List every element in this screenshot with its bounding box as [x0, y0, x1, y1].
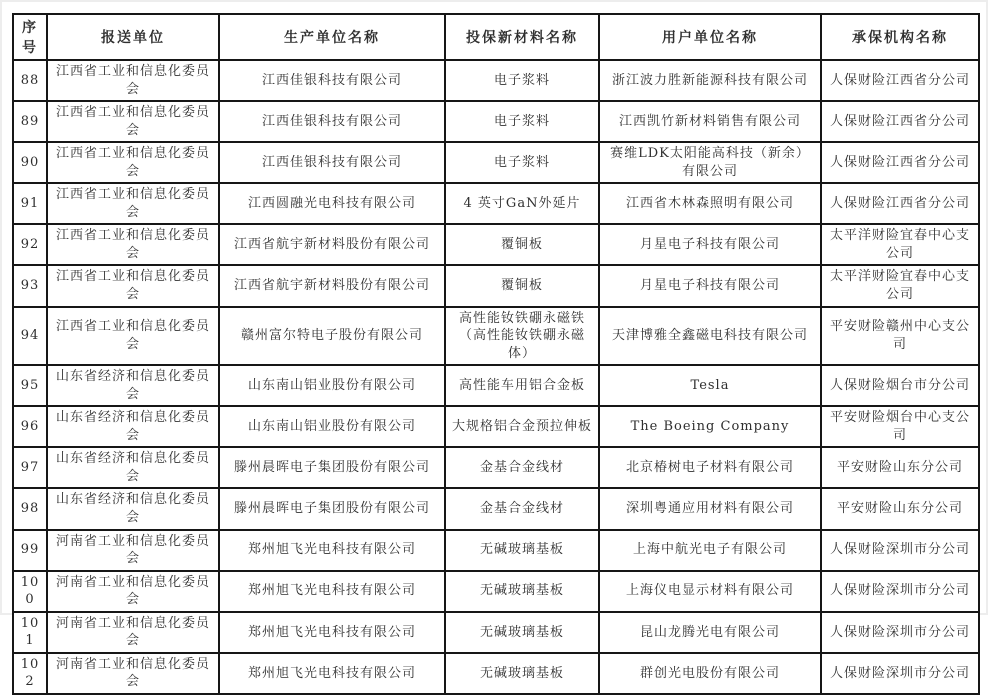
table-cell: 97 — [13, 447, 47, 488]
table-cell: 江西省工业和信息化委员会 — [47, 101, 219, 142]
table-cell: 赣州富尔特电子股份有限公司 — [219, 307, 445, 366]
table-cell: 河南省工业和信息化委员会 — [47, 653, 219, 694]
table-cell: 人保财险江西省分公司 — [821, 60, 979, 101]
table-cell: 上海中航光电子有限公司 — [599, 530, 821, 571]
table-cell: 覆铜板 — [445, 265, 599, 306]
table-cell: 人保财险江西省分公司 — [821, 183, 979, 224]
table-row — [13, 488, 979, 529]
table-cell: 91 — [13, 183, 47, 224]
table-cell: 山东省经济和信息化委员会 — [47, 488, 219, 529]
table-row — [13, 365, 979, 406]
col-header-user-unit-name: 用户单位名称 — [599, 14, 821, 60]
table-cell: 月星电子科技有限公司 — [599, 224, 821, 265]
table-cell: 电子浆料 — [445, 60, 599, 101]
table-cell: 人保财险江西省分公司 — [821, 101, 979, 142]
table-row — [13, 447, 979, 488]
table-cell: 98 — [13, 488, 47, 529]
table-cell: 95 — [13, 365, 47, 406]
table-cell: 江西凯竹新材料销售有限公司 — [599, 101, 821, 142]
table-cell: 92 — [13, 224, 47, 265]
table-cell: 88 — [13, 60, 47, 101]
table-cell: 上海仪电显示材料有限公司 — [599, 571, 821, 612]
table-cell: 人保财险深圳市分公司 — [821, 612, 979, 653]
col-header-production-unit-name: 生产单位名称 — [219, 14, 445, 60]
table-cell: 赛维LDK太阳能高科技（新余）有限公司 — [599, 142, 821, 183]
table-cell: 江西省工业和信息化委员会 — [47, 224, 219, 265]
table-row — [13, 530, 979, 571]
table-row — [13, 571, 979, 612]
table-cell: 无碱玻璃基板 — [445, 612, 599, 653]
table-cell: 浙江波力胜新能源科技有限公司 — [599, 60, 821, 101]
table-cell: 102 — [13, 653, 47, 694]
table-row — [13, 653, 979, 694]
table-cell: 山东省经济和信息化委员会 — [47, 406, 219, 447]
table-cell: 无碱玻璃基板 — [445, 530, 599, 571]
table-cell: 人保财险烟台市分公司 — [821, 365, 979, 406]
table-cell: 无碱玻璃基板 — [445, 653, 599, 694]
table-cell: 月星电子科技有限公司 — [599, 265, 821, 306]
table-cell: 北京椿树电子材料有限公司 — [599, 447, 821, 488]
col-header-insurer-name: 承保机构名称 — [821, 14, 979, 60]
table-cell: 人保财险深圳市分公司 — [821, 530, 979, 571]
table-cell: 江西佳银科技有限公司 — [219, 60, 445, 101]
table-cell: 金基合金线材 — [445, 488, 599, 529]
table-cell: 100 — [13, 571, 47, 612]
table-cell: 江西省工业和信息化委员会 — [47, 265, 219, 306]
table-cell: 河南省工业和信息化委员会 — [47, 530, 219, 571]
table-cell: 江西省工业和信息化委员会 — [47, 60, 219, 101]
table-cell: 河南省工业和信息化委员会 — [47, 612, 219, 653]
table-cell: 人保财险深圳市分公司 — [821, 571, 979, 612]
table-cell: 滕州晨晖电子集团股份有限公司 — [219, 488, 445, 529]
table-cell: 90 — [13, 142, 47, 183]
table-cell: 山东省经济和信息化委员会 — [47, 447, 219, 488]
table-cell: 人保财险江西省分公司 — [821, 142, 979, 183]
table-cell: 群创光电股份有限公司 — [599, 653, 821, 694]
table-cell: 江西省工业和信息化委员会 — [47, 142, 219, 183]
table-row — [13, 60, 979, 101]
table-row — [13, 612, 979, 653]
table-cell: 高性能车用铝合金板 — [445, 365, 599, 406]
table-cell: 无碱玻璃基板 — [445, 571, 599, 612]
table-cell: 山东省经济和信息化委员会 — [47, 365, 219, 406]
table-cell: 天津博雅全鑫磁电科技有限公司 — [599, 307, 821, 366]
table-cell: 郑州旭飞光电科技有限公司 — [219, 530, 445, 571]
table-cell: 101 — [13, 612, 47, 653]
table-cell: Tesla — [599, 365, 821, 406]
table-cell: 山东南山铝业股份有限公司 — [219, 365, 445, 406]
table-cell: 江西省航宇新材料股份有限公司 — [219, 265, 445, 306]
table-cell: 河南省工业和信息化委员会 — [47, 571, 219, 612]
table-cell: 江西省工业和信息化委员会 — [47, 183, 219, 224]
table-cell: The Boeing Company — [599, 406, 821, 447]
table-cell: 电子浆料 — [445, 101, 599, 142]
table-row — [13, 406, 979, 447]
table-cell: 94 — [13, 307, 47, 366]
table-cell: 覆铜板 — [445, 224, 599, 265]
insured-new-materials-table — [12, 13, 980, 695]
table-row — [13, 183, 979, 224]
table-cell: 太平洋财险宜春中心支公司 — [821, 224, 979, 265]
table-cell: 山东南山铝业股份有限公司 — [219, 406, 445, 447]
table-cell: 郑州旭飞光电科技有限公司 — [219, 653, 445, 694]
col-header-reporting-unit: 报送单位 — [47, 14, 219, 60]
table-cell: 平安财险山东分公司 — [821, 488, 979, 529]
table-cell: 昆山龙腾光电有限公司 — [599, 612, 821, 653]
table-cell: 江西省航宇新材料股份有限公司 — [219, 224, 445, 265]
table-cell: 96 — [13, 406, 47, 447]
table-cell: 4 英寸GaN外延片 — [445, 183, 599, 224]
table-cell: 太平洋财险宜春中心支公司 — [821, 265, 979, 306]
table-row — [13, 224, 979, 265]
table-row — [13, 307, 979, 366]
table-row — [13, 142, 979, 183]
table-cell: 郑州旭飞光电科技有限公司 — [219, 612, 445, 653]
table-cell: 高性能钕铁硼永磁铁（高性能钕铁硼永磁体） — [445, 307, 599, 366]
table-cell: 江西省工业和信息化委员会 — [47, 307, 219, 366]
table-cell: 平安财险山东分公司 — [821, 447, 979, 488]
header-row — [13, 14, 979, 60]
col-header-serial-number: 序号 — [13, 14, 47, 60]
table-cell: 郑州旭飞光电科技有限公司 — [219, 571, 445, 612]
col-header-insured-material-name: 投保新材料名称 — [445, 14, 599, 60]
table-cell: 江西省木林森照明有限公司 — [599, 183, 821, 224]
table-cell: 金基合金线材 — [445, 447, 599, 488]
table-cell: 江西佳银科技有限公司 — [219, 142, 445, 183]
table-row — [13, 101, 979, 142]
table-cell: 99 — [13, 530, 47, 571]
table-cell: 89 — [13, 101, 47, 142]
table-cell: 人保财险深圳市分公司 — [821, 653, 979, 694]
table-cell: 大规格铝合金预拉伸板 — [445, 406, 599, 447]
table-cell: 电子浆料 — [445, 142, 599, 183]
table-row — [13, 265, 979, 306]
table-cell: 平安财险赣州中心支公司 — [821, 307, 979, 366]
table-cell: 深圳粤通应用材料有限公司 — [599, 488, 821, 529]
table-cell: 93 — [13, 265, 47, 306]
table-cell: 江西圆融光电科技有限公司 — [219, 183, 445, 224]
table-cell: 滕州晨晖电子集团股份有限公司 — [219, 447, 445, 488]
table-cell: 江西佳银科技有限公司 — [219, 101, 445, 142]
table-cell: 平安财险烟台中心支公司 — [821, 406, 979, 447]
